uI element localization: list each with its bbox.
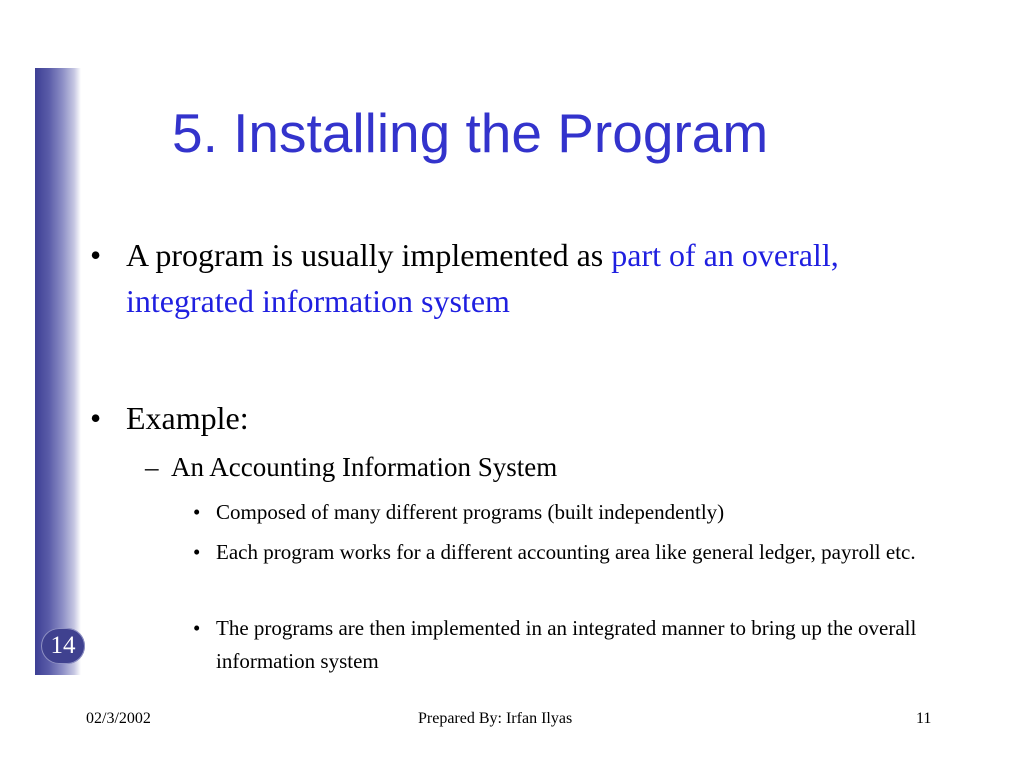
bullet-text: Example:: [126, 400, 249, 436]
bullet-marker: •: [90, 400, 102, 436]
list-item-text: The programs are then implemented in an integrated manner to bring up the overall information system: [216, 616, 917, 673]
decorative-side-bar: [35, 68, 81, 675]
sub-bullet-text: An Accounting Information System: [171, 452, 558, 482]
bullet-text-plain: A program is usually implemented as: [126, 237, 612, 273]
slide-number-badge: 14: [41, 628, 85, 664]
bullet-marker: •: [193, 500, 201, 524]
dash-marker: –: [145, 452, 159, 482]
bullet-text: [126, 232, 906, 324]
list-item-text: Each program works for a different accounting area like general ledger, payroll etc.: [216, 540, 916, 564]
bullet-marker: •: [90, 237, 102, 273]
footer-date: 02/3/2002: [86, 710, 151, 727]
list-item-text: Composed of many different programs (built independently): [216, 500, 725, 524]
bullet-marker: •: [193, 540, 201, 564]
footer-author: Prepared By: Irfan Ilyas: [418, 710, 573, 727]
bullet-marker: •: [193, 616, 201, 640]
bullet-text-highlight: part of an overall, integrated information system: [126, 237, 839, 319]
footer-page-number: 11: [916, 710, 932, 727]
slide-title: 5. Installing the Program: [172, 102, 769, 164]
